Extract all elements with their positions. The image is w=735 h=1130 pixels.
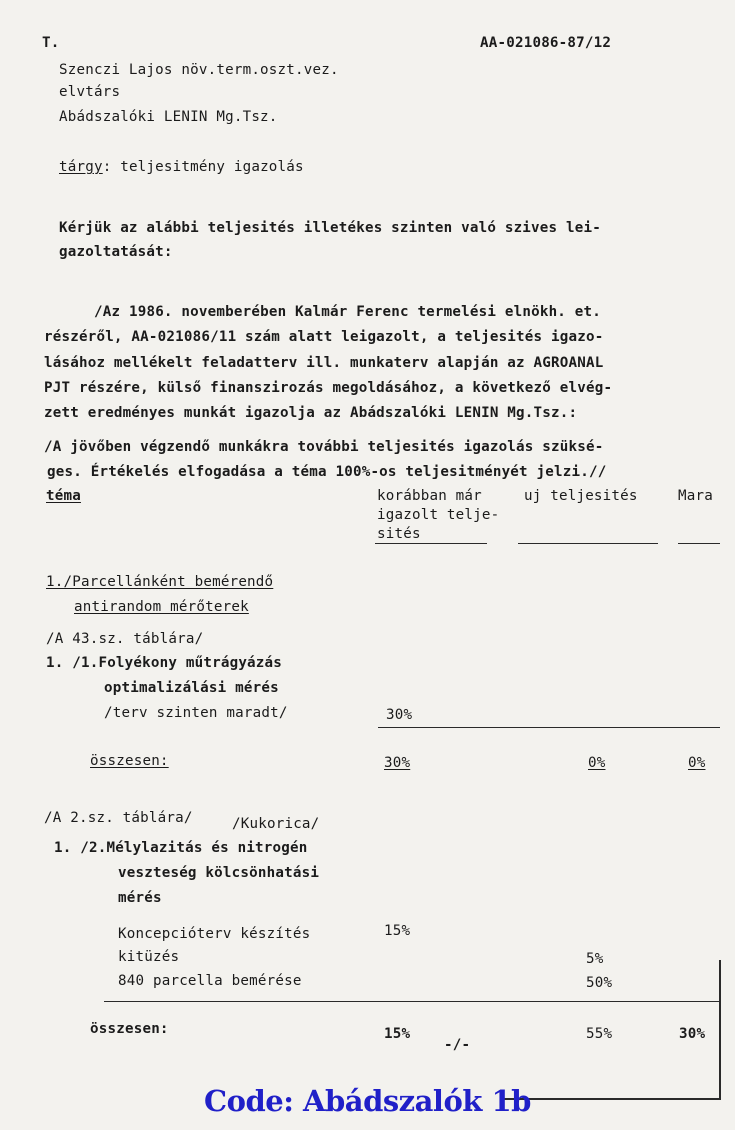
block-2-total-prev: 15%: [384, 1026, 411, 1042]
body-line-3: lásához mellékelt feladatterv ill. munkaterv alapján az AGROANAL: [44, 355, 604, 371]
block-1-total-label: összesen:: [90, 753, 169, 769]
code-label: Code: Abádszalók 1b: [204, 1084, 531, 1118]
body-line-4: PJT részére, külső finanszirozás megoldásához, a következő elvég-: [44, 380, 613, 396]
subject-line: [59, 158, 304, 176]
body-line-1: /Az 1986. novemberében Kalmár Ferenc termelési elnökh. et.: [94, 304, 602, 320]
block-2-sub-3-new: 50%: [586, 975, 613, 991]
block-2-sub-3-label: 840 parcella bemérése: [118, 973, 302, 989]
header-rule-new: [518, 543, 658, 544]
block-2-item-line-1: 1. /2.Mélylazitás és nitrogén: [54, 840, 308, 856]
block-1-table-label: /A 43.sz. táblára/: [46, 631, 204, 647]
block-2-total-new: 55%: [586, 1026, 613, 1042]
block-2-total-label: összesen:: [90, 1021, 169, 1037]
right-edge-line: [719, 960, 721, 1100]
note-line-2: ges. Értékelés elfogadása a téma 100%-os teljesitményét jelzi.//: [47, 464, 607, 480]
block-2-table-label: /A 2.sz. táblára/: [44, 810, 193, 826]
body-line-5: zett eredményes munkát igazolja az Abádszalóki LENIN Mg.Tsz.:: [44, 405, 578, 421]
reference-number: AA-021086-87/12: [480, 35, 612, 51]
block-2-item-line-3: mérés: [118, 890, 162, 906]
block-1-total-prev: 30%: [384, 755, 411, 771]
block-2-total-remaining: 30%: [679, 1026, 706, 1042]
header-rule-remaining: [678, 543, 720, 544]
subject-text: : teljesitmény igazolás: [102, 159, 304, 175]
column-prev-header-1: korábban már: [377, 488, 482, 504]
address-line-3: Abádszalóki LENIN Mg.Tsz.: [59, 109, 278, 125]
section-1-title-line-2: antirandom mérőterek: [74, 599, 249, 615]
block-1-total-new: 0%: [588, 755, 606, 771]
block-2-sub-2-new: 5%: [586, 951, 604, 967]
request-line-2: gazoltatását:: [59, 244, 173, 260]
block-2-crop: /Kukorica/: [232, 816, 320, 832]
section-1-title-line-1: 1./Parcellánként bemérendő: [46, 574, 274, 590]
block-2-sub-1-label: Koncepcióterv készítés: [118, 926, 311, 942]
column-topic-header: téma: [46, 488, 81, 504]
block-2-sub-2-label: kitüzés: [118, 949, 180, 965]
header-rule-prev: [375, 543, 487, 544]
body-line-2: részéről, AA-021086/11 szám alatt leigazolt, a teljesités igazo-: [44, 329, 604, 345]
block-2-rule: [104, 1001, 720, 1002]
block-1-rule: [378, 727, 720, 728]
column-prev-header-2: igazolt telje-: [377, 507, 500, 523]
block-2-sub-1-prev: 15%: [384, 923, 411, 939]
subject-label: tárgy: [59, 159, 103, 175]
note-line-1: /A jövőben végzendő munkákra további teljesités igazolás szüksé-: [44, 439, 604, 455]
column-remaining-header: Mara: [678, 488, 713, 504]
block-1-total-remaining: 0%: [688, 755, 706, 771]
block-1-item-line-1: 1. /1.Folyékony műtrágyázás: [46, 655, 283, 671]
column-prev-header-3: sités: [377, 526, 421, 542]
block-2-item-line-2: veszteség kölcsönhatási: [118, 865, 320, 881]
page-continuation-mark: -/-: [444, 1037, 471, 1053]
address-line-1: Szenczi Lajos növ.term.oszt.vez.: [59, 62, 339, 78]
block-1-item-line-3: /terv szinten maradt/: [104, 705, 288, 721]
header-left-mark: T.: [42, 35, 60, 51]
block-1-item-prev-value: 30%: [386, 707, 413, 723]
request-line-1: Kérjük az alábbi teljesités illetékes szinten való szives lei-: [59, 220, 601, 236]
address-line-2: elvtárs: [59, 84, 121, 100]
block-1-item-line-2: optimalizálási mérés: [104, 680, 279, 696]
column-new-header: uj teljesités: [524, 488, 638, 504]
